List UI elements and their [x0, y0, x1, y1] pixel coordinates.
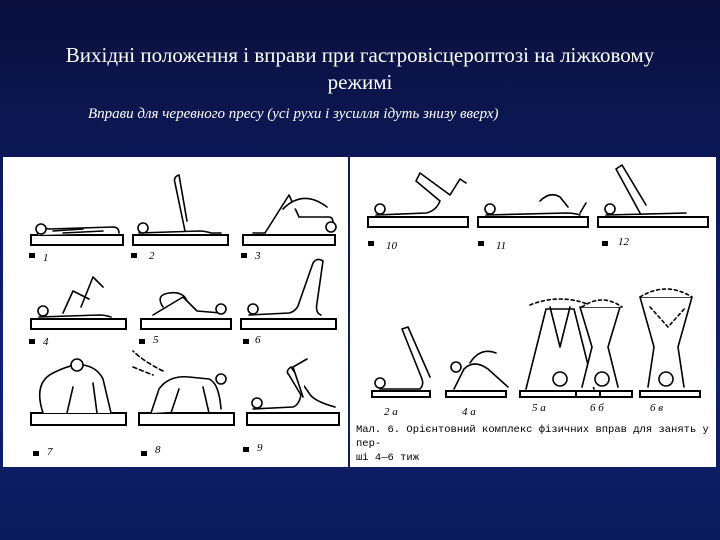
exercise-10-drawing	[368, 173, 468, 246]
exercise-label: 12	[618, 236, 629, 248]
exercise-2-drawing	[131, 175, 228, 258]
exercise-7-drawing	[31, 359, 126, 456]
figure-caption-line: Мал. 6. Орієнтовний комплекс фізичних вправ для занять у пер-	[356, 424, 709, 450]
exercise-4-drawing	[29, 277, 126, 344]
slide-subtitle: Вправи для черевного пресу (усі рухи і зусилля ідуть знизу вверх)	[88, 106, 499, 122]
exercise-label: 6	[255, 334, 261, 346]
exercise-label: 1	[43, 252, 49, 264]
exercise-figure-left	[3, 157, 348, 467]
exercise-label: 5	[153, 334, 159, 346]
exercise-3-drawing	[241, 195, 336, 258]
exercise-label: 2 а	[384, 406, 398, 418]
exercise-4a-drawing	[446, 351, 508, 397]
exercise-label: 2	[149, 250, 155, 262]
exercise-8-drawing	[133, 351, 234, 456]
figure-caption	[356, 423, 712, 465]
exercise-9-drawing	[243, 359, 339, 452]
exercise-6-drawing	[241, 259, 336, 344]
exercise-label: 5 а	[532, 402, 546, 414]
exercise-label: 8	[155, 444, 161, 456]
exercise-label: 3	[255, 250, 261, 262]
exercise-11-drawing	[478, 195, 588, 246]
exercise-label: 7	[47, 446, 53, 458]
exercise-figure-right	[350, 157, 716, 467]
exercise-label: 6 б	[590, 402, 604, 414]
exercise-label: 4 а	[462, 406, 476, 418]
exercise-label: 4	[43, 336, 49, 348]
exercise-12-drawing	[598, 165, 708, 246]
exercise-label: 6 в	[650, 402, 664, 414]
exercise-6v-drawing	[640, 289, 700, 397]
exercise-label: 11	[496, 240, 507, 252]
exercise-2a-drawing	[372, 327, 430, 397]
exercise-label: 10	[386, 240, 397, 252]
slide-title: Вихідні положення і вправи при гастровісцероптозі на ліжковому режимі	[65, 43, 655, 94]
figure-caption-line: ші 4—6 тиж	[356, 452, 420, 464]
exercise-label: 9	[257, 442, 263, 454]
